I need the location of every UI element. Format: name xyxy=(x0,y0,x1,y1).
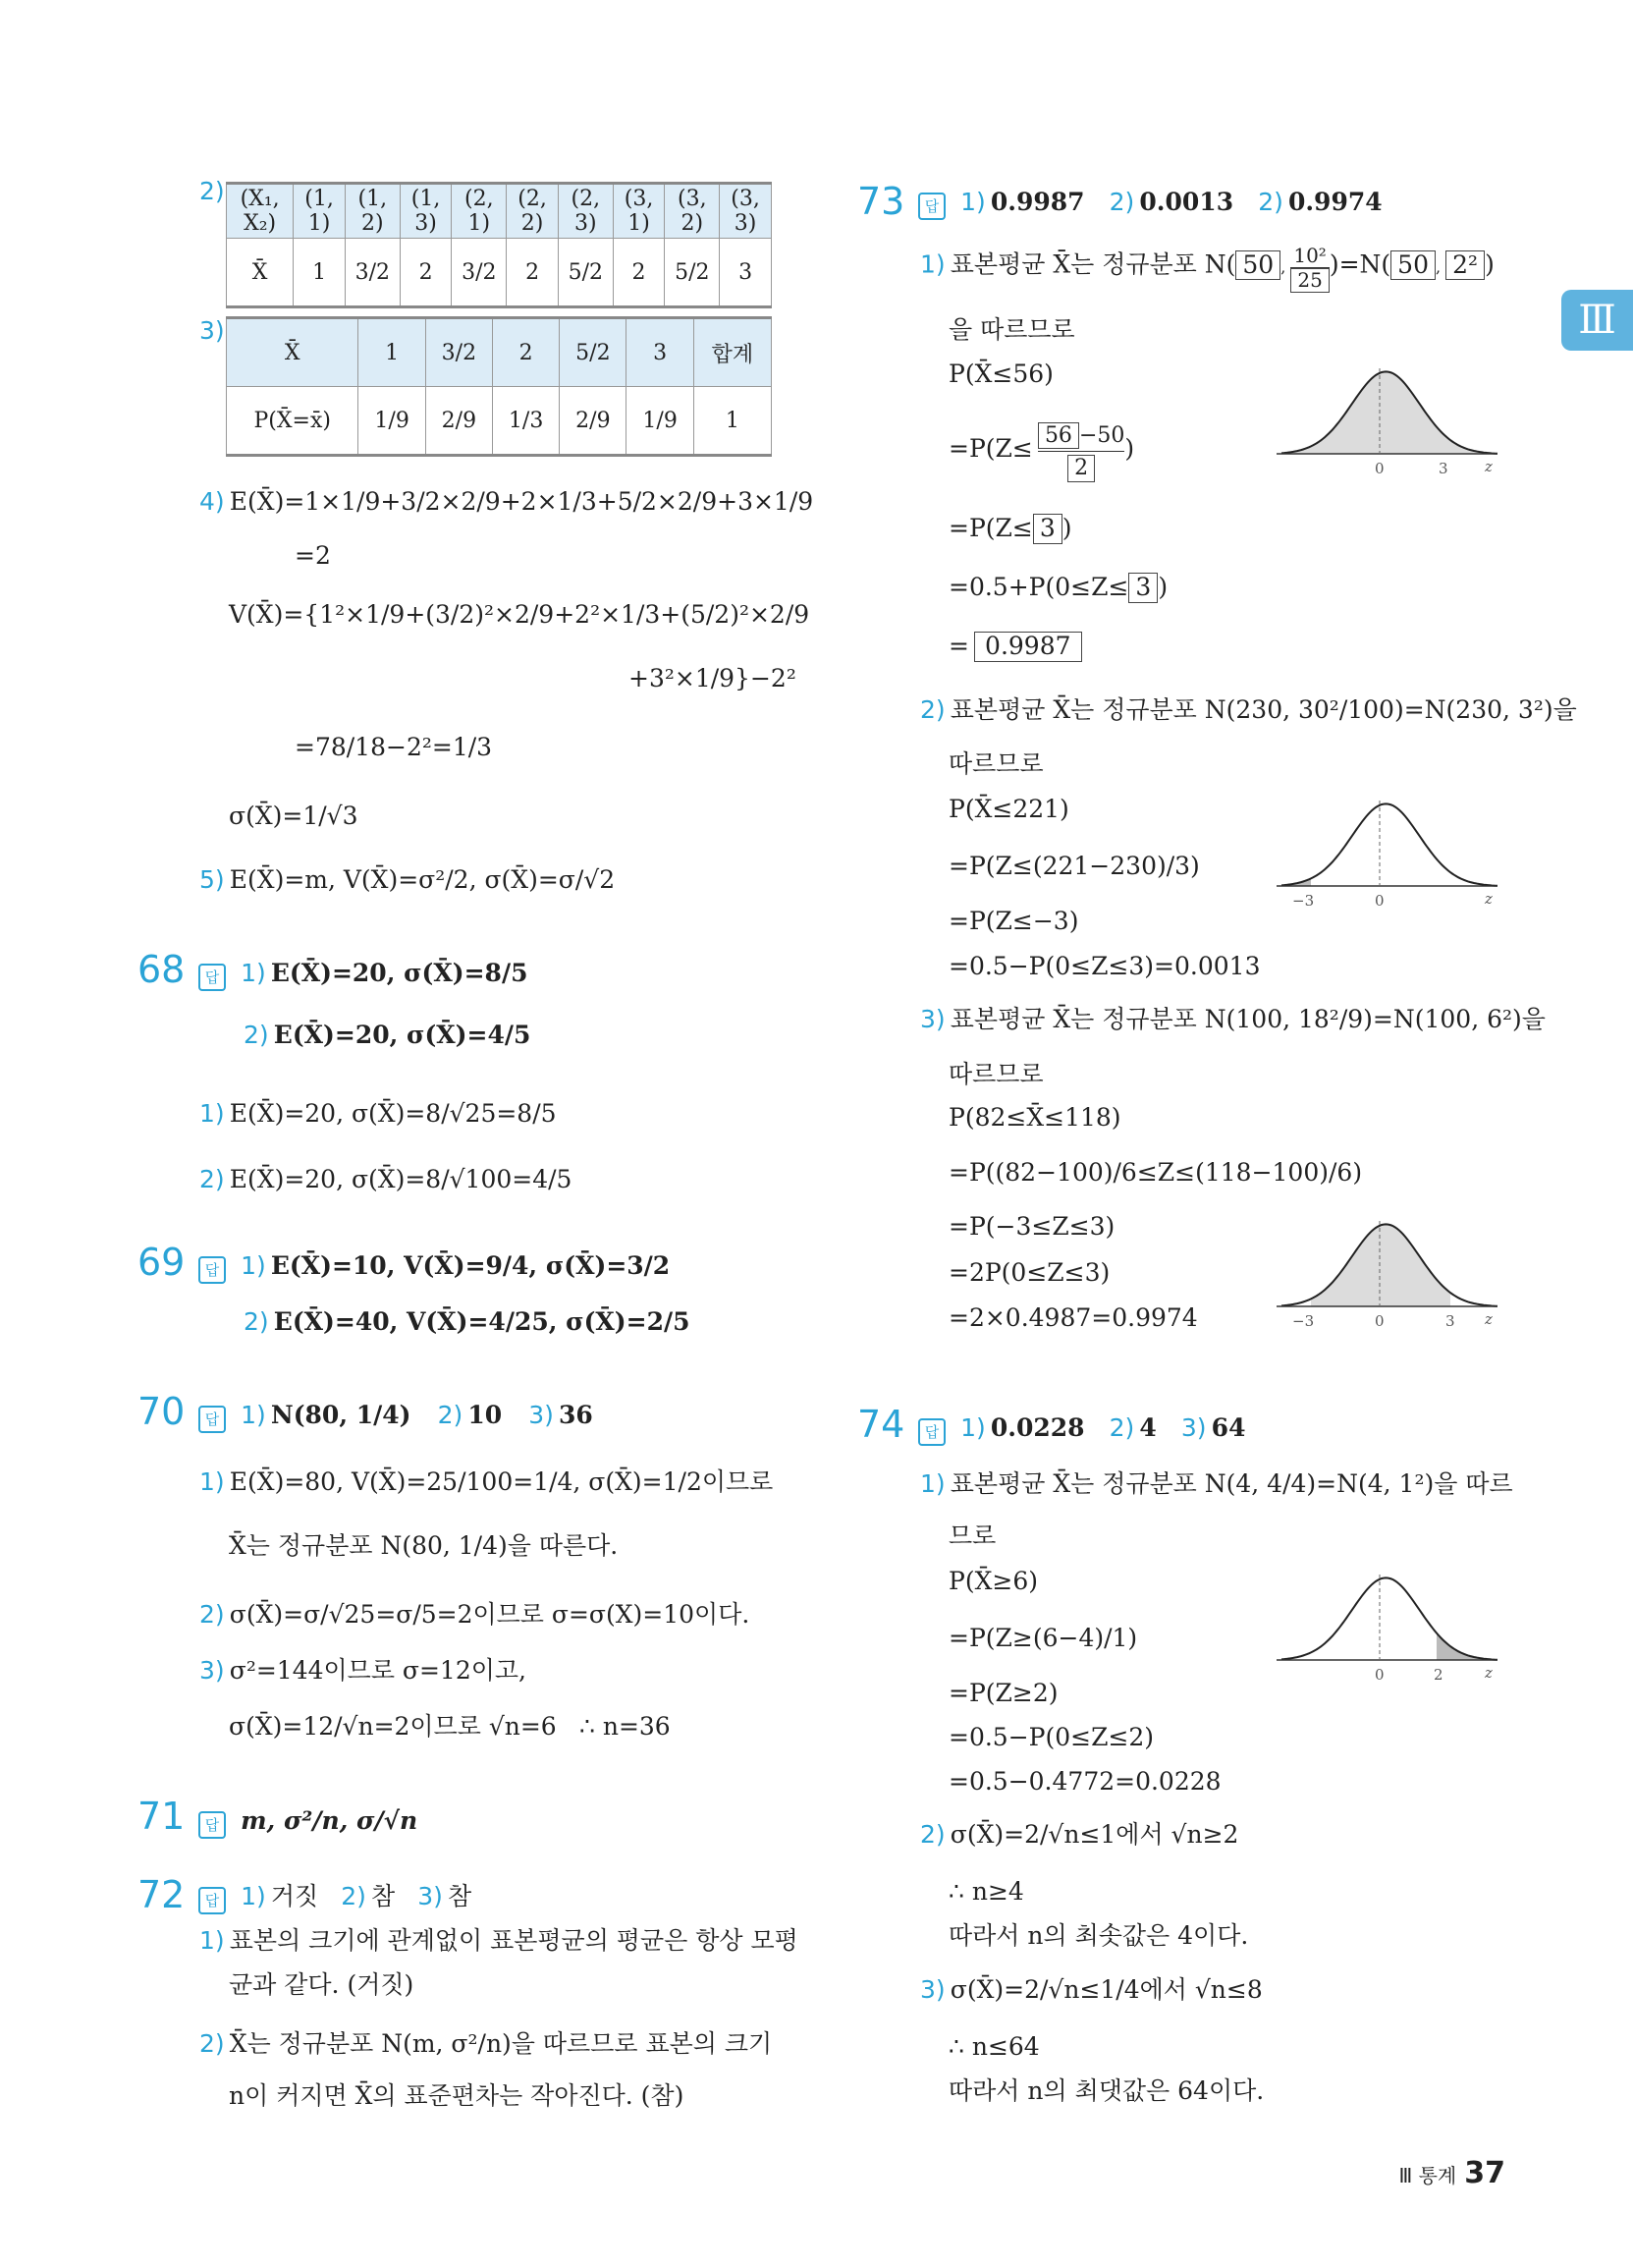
answer: 0.0013 xyxy=(1139,188,1234,216)
cell: (2, 3) xyxy=(558,184,613,239)
answer-line xyxy=(244,1020,530,1050)
text: ) xyxy=(1061,514,1072,542)
text: 므로 xyxy=(949,1521,997,1550)
equation: E(X̄)=m, V(X̄)=σ²/2, σ(X̄)=σ/√2 xyxy=(229,865,616,894)
question-number: 71 xyxy=(137,1795,186,1838)
text: 따르므로 xyxy=(949,1060,1044,1088)
text: = xyxy=(949,632,969,660)
axis-label: 2 xyxy=(1434,1666,1443,1684)
equation: =0.5−P(0≤Z≤2) xyxy=(949,1723,1155,1751)
label: 5) xyxy=(199,865,225,894)
label: 3) xyxy=(528,1401,554,1429)
cell: (2, 1) xyxy=(452,184,507,239)
label: 2) xyxy=(199,177,225,205)
footer-section: Ⅲ 통계 xyxy=(1398,2164,1457,2187)
equation: =P((82−100)/6≤Z≤(118−100)/6) xyxy=(949,1158,1363,1187)
equation: P(X̄≥6) xyxy=(949,1567,1038,1595)
normal-curve-1 xyxy=(1277,354,1502,481)
part-5 xyxy=(199,864,615,895)
normal-curve-2 xyxy=(1277,786,1502,913)
blank-box: 0.9987 xyxy=(974,632,1081,662)
axis-label: 0 xyxy=(1375,1312,1385,1330)
cell: 5/2 xyxy=(665,239,720,307)
blank-box: 2 xyxy=(1067,455,1095,481)
text: 을 따르므로 xyxy=(949,315,1075,344)
answer: 참 xyxy=(448,1882,472,1910)
label: 2) xyxy=(244,1307,269,1336)
equation: σ(X̄)=2/√n≤1/4에서 √n≤8 xyxy=(950,1975,1263,2004)
cell: (2, 2) xyxy=(507,184,559,239)
equation: E(X̄)=20, σ(X̄)=8/√25=8/5 xyxy=(229,1099,557,1128)
answer-icon: 답 xyxy=(198,1887,226,1914)
answer: 36 xyxy=(559,1401,593,1429)
cell: 합계 xyxy=(693,318,771,387)
label: 3) xyxy=(199,316,225,345)
cell: 3/2 xyxy=(425,318,492,387)
blank-box: 3 xyxy=(1033,514,1062,544)
equation xyxy=(949,631,1082,662)
cell: 3/2 xyxy=(345,239,400,307)
label: 2) xyxy=(341,1882,366,1910)
numerator: 10² xyxy=(1290,244,1329,268)
text: 따르므로 xyxy=(949,749,1044,778)
answer: 4 xyxy=(1139,1413,1157,1442)
answer: 참 xyxy=(371,1882,396,1910)
question-number: 74 xyxy=(857,1403,905,1446)
cell: (X₁, X₂) xyxy=(227,184,294,239)
equation: X̄는 정규분포 N(80, 1/4)을 따른다. xyxy=(229,1531,619,1560)
answer-icon: 답 xyxy=(198,964,226,991)
equation: =P(Z≤(221−230)/3) xyxy=(949,852,1200,880)
equation: =P(Z≤−3) xyxy=(949,907,1079,935)
cell: 1/9 xyxy=(626,387,693,456)
equation xyxy=(949,572,1168,603)
text: =P(Z≤ xyxy=(949,433,1033,463)
cell: (1, 3) xyxy=(400,184,452,239)
text: 표본평균 X̄는 정규분포 N(230, 30²/100)=N(230, 3²)을 xyxy=(950,695,1577,724)
label: 2) xyxy=(437,1401,463,1429)
text: =0.5+P(0≤Z≤ xyxy=(949,573,1129,601)
equation: E(X̄)=1×1/9+3/2×2/9+2×1/3+5/2×2/9+3×1/9 xyxy=(229,487,814,516)
probability-table xyxy=(226,316,772,457)
answer-icon: 답 xyxy=(918,193,946,220)
cell: 2 xyxy=(613,239,665,307)
text: 표본평균 X̄는 정규분포 N( xyxy=(950,249,1236,279)
question-number: 70 xyxy=(137,1390,186,1433)
solution-line xyxy=(920,1004,1546,1034)
blank-box: 50 xyxy=(1390,250,1436,281)
label: 3) xyxy=(920,1005,946,1033)
equation: =2 xyxy=(295,541,331,570)
label: 1) xyxy=(960,1413,986,1442)
text: ) xyxy=(1124,433,1135,463)
shaded-region xyxy=(1281,371,1497,454)
question-number: 69 xyxy=(137,1241,186,1284)
cell: 3/2 xyxy=(452,239,507,307)
axis-label: −3 xyxy=(1292,1312,1315,1330)
text: )=N( xyxy=(1329,249,1391,279)
answer-line xyxy=(198,958,527,991)
question-number: 68 xyxy=(137,948,186,991)
cell: (1, 1) xyxy=(294,184,346,239)
text: ) xyxy=(1158,573,1169,601)
label: 1) xyxy=(241,959,266,987)
equation: =78/18−2²=1/3 xyxy=(295,733,493,761)
answer: E(X̄)=10, V(X̄)=9/4, σ(X̄)=3/2 xyxy=(270,1251,671,1280)
label: 1) xyxy=(199,1099,225,1128)
text: ) xyxy=(1485,249,1495,279)
answer: 64 xyxy=(1211,1413,1246,1442)
label: 1) xyxy=(920,1469,946,1498)
text: =P(Z≤ xyxy=(949,514,1033,542)
solution-line xyxy=(920,694,1577,725)
fraction xyxy=(1290,244,1329,293)
text: X̄는 정규분포 N(m, σ²/n)을 따르므로 표본의 크기 xyxy=(229,2029,773,2058)
label: 2) xyxy=(920,695,946,724)
equation: σ(X̄)=σ/√25=σ/5=2이므로 σ=σ(X)=10이다. xyxy=(229,1600,750,1629)
solution-line xyxy=(199,1925,798,1956)
cell: 1/3 xyxy=(492,387,559,456)
label: 3) xyxy=(920,1975,946,2004)
answer: 0.9974 xyxy=(1287,188,1383,216)
equation: =P(Z≥(6−4)/1) xyxy=(949,1624,1138,1652)
solution-line xyxy=(199,1599,749,1630)
equation: P(X̄≤56) xyxy=(949,360,1054,388)
solution-line xyxy=(199,2028,772,2059)
page-footer xyxy=(1398,2156,1505,2190)
answer-line xyxy=(198,1250,670,1284)
answer: 0.0228 xyxy=(990,1413,1085,1442)
page-number: 37 xyxy=(1464,2156,1505,2190)
label: 4) xyxy=(199,487,225,516)
label: 1) xyxy=(199,1926,225,1955)
section-tab[interactable]: Ⅲ xyxy=(1561,290,1633,351)
answer: 0.9987 xyxy=(990,188,1085,216)
shaded-region xyxy=(1311,1224,1450,1306)
cell: 2 xyxy=(400,239,452,307)
label: 2) xyxy=(199,1165,225,1193)
cell: 2 xyxy=(507,239,559,307)
solution-line xyxy=(199,1098,557,1129)
curve-line xyxy=(1281,1577,1497,1659)
answer: E(X̄)=40, V(X̄)=4/25, σ(X̄)=2/5 xyxy=(273,1307,690,1336)
cell: 1/9 xyxy=(358,387,425,456)
blank-box: 50 xyxy=(1235,250,1280,281)
equation: ∴ n≤64 xyxy=(949,2032,1040,2061)
solution-line xyxy=(199,1655,526,1686)
numerator xyxy=(1038,422,1124,452)
axis-label: z xyxy=(1485,890,1493,908)
equation: E(X̄)=20, σ(X̄)=8/√100=4/5 xyxy=(229,1165,572,1193)
answer-line xyxy=(918,1412,1245,1446)
axis-label: 0 xyxy=(1375,1666,1385,1684)
axis-label: 0 xyxy=(1375,460,1385,477)
axis-label: z xyxy=(1485,458,1493,475)
answer-line xyxy=(198,1400,593,1433)
answer: m, σ²/n, σ/√n xyxy=(241,1806,418,1835)
solution-line xyxy=(920,1468,1513,1499)
normal-curve-3 xyxy=(1277,1206,1502,1334)
label: 2) xyxy=(199,2029,225,2058)
label: 2) xyxy=(1258,188,1283,216)
label: 1) xyxy=(199,1467,225,1496)
axis-label: z xyxy=(1485,1310,1493,1328)
blank-box: 25 xyxy=(1290,268,1329,293)
question-number: 72 xyxy=(137,1873,186,1916)
cell: 2/9 xyxy=(425,387,492,456)
cell: (3, 3) xyxy=(720,184,772,239)
answer: E(X̄)=20, σ(X̄)=8/5 xyxy=(270,959,528,987)
solution-line xyxy=(920,1819,1238,1850)
label: 3) xyxy=(1180,1413,1207,1442)
answer: N(80, 1/4) xyxy=(270,1401,411,1429)
blank-box: 2² xyxy=(1445,250,1485,281)
answer: 10 xyxy=(467,1401,503,1429)
equation xyxy=(949,513,1072,544)
equation: V(X̄)={1²×1/9+(3/2)²×2/9+2²×1/3+(5/2)²×2/9 xyxy=(229,600,810,629)
label: 2) xyxy=(1109,1413,1135,1442)
solution-line xyxy=(199,1466,773,1497)
cell: 1 xyxy=(294,239,346,307)
curve-line xyxy=(1281,803,1497,885)
label: 2) xyxy=(920,1820,946,1849)
text: 표본평균 X̄는 정규분포 N(4, 4/4)=N(4, 1²)을 따르 xyxy=(950,1469,1513,1498)
cell: (3, 1) xyxy=(613,184,665,239)
text: 따라서 n의 최솟값은 4이다. xyxy=(949,1921,1249,1950)
cell: (3, 2) xyxy=(665,184,720,239)
text: −50 xyxy=(1078,423,1125,448)
equation xyxy=(949,422,1134,482)
label: 1) xyxy=(241,1401,266,1429)
equation: =P(−3≤Z≤3) xyxy=(949,1212,1116,1241)
label: 2) xyxy=(244,1021,269,1049)
equation: σ²=144이므로 σ=12이고, xyxy=(229,1656,526,1685)
axis-label: z xyxy=(1485,1664,1493,1682)
equation: P(X̄≤221) xyxy=(949,795,1069,823)
cell: 2 xyxy=(492,318,559,387)
answer-icon: 답 xyxy=(198,1811,226,1839)
cell: 1 xyxy=(693,387,771,456)
label: 1) xyxy=(960,188,986,216)
text: 표본의 크기에 관계없이 표본평균의 평균은 항상 모평 xyxy=(229,1926,798,1955)
answer-line xyxy=(198,1881,471,1914)
answer-icon: 답 xyxy=(198,1256,226,1284)
axis-label: 3 xyxy=(1439,460,1448,477)
answer-line xyxy=(918,187,1383,220)
label: 3) xyxy=(199,1656,225,1685)
cell: 5/2 xyxy=(558,239,613,307)
solution-line xyxy=(199,1164,572,1194)
answer-line xyxy=(198,1805,417,1839)
answer-line xyxy=(244,1306,690,1337)
question-number: 73 xyxy=(857,180,905,223)
cell: X̄ xyxy=(227,239,294,307)
equation: =P(Z≥2) xyxy=(949,1679,1059,1707)
equation: ∴ n=36 xyxy=(579,1712,671,1741)
equation: =2×0.4987=0.9974 xyxy=(949,1303,1198,1332)
equation: σ(X̄)=12/√n=2이므로 √n=6 xyxy=(229,1712,557,1741)
axis-label: −3 xyxy=(1292,892,1315,910)
answer: E(X̄)=20, σ(X̄)=4/5 xyxy=(273,1021,531,1049)
equation: =0.5−P(0≤Z≤3)=0.0013 xyxy=(949,952,1261,980)
text: 표본평균 X̄는 정규분포 N(100, 18²/9)=N(100, 6²)을 xyxy=(950,1005,1546,1033)
label: 2) xyxy=(1109,188,1135,216)
cell: X̄ xyxy=(227,318,358,387)
cell: P(X̄=x̄) xyxy=(227,387,358,456)
cell: (1, 2) xyxy=(345,184,400,239)
cell: 1 xyxy=(358,318,425,387)
cell: 2/9 xyxy=(560,387,626,456)
equation: P(82≤X̄≤118) xyxy=(949,1103,1121,1132)
blank-box: 56 xyxy=(1038,422,1079,449)
equation: =0.5−0.4772=0.0228 xyxy=(949,1767,1222,1796)
label: 1) xyxy=(241,1251,266,1280)
text: 균과 같다. (거짓) xyxy=(229,1970,414,1999)
equation: +3²×1/9}−2² xyxy=(628,664,796,692)
sample-table xyxy=(226,182,772,308)
blank-box: 3 xyxy=(1128,573,1158,603)
text: n이 커지면 X̄의 표준편차는 작아진다. (참) xyxy=(229,2081,684,2110)
axis-label: 0 xyxy=(1375,892,1385,910)
equation: σ(X̄)=2/√n≤1에서 √n≥2 xyxy=(950,1820,1239,1849)
cell: 3 xyxy=(626,318,693,387)
label: 1) xyxy=(241,1882,266,1910)
equation: =2P(0≤Z≤3) xyxy=(949,1258,1111,1287)
fraction xyxy=(1038,422,1124,482)
axis-label: 3 xyxy=(1445,1312,1455,1330)
normal-curve-4 xyxy=(1277,1560,1502,1687)
label: 1) xyxy=(920,249,946,279)
equation: ∴ n≥4 xyxy=(949,1877,1024,1906)
answer-icon: 답 xyxy=(918,1418,946,1446)
part-4 xyxy=(199,486,813,517)
cell: 5/2 xyxy=(560,318,626,387)
label: 2) xyxy=(199,1600,225,1629)
answer: 거짓 xyxy=(270,1882,319,1910)
solution-line xyxy=(920,1974,1263,2005)
equation: σ(X̄)=1/√3 xyxy=(229,802,358,830)
label: 3) xyxy=(417,1882,443,1910)
solution-line: 1) 표본평균 X̄는 정규분포 N( 50 , $\frac{\text{10²}}{25})=N$( 50 , 2² ) xyxy=(920,244,1495,292)
answer-icon: 답 xyxy=(198,1406,226,1433)
cell: 3 xyxy=(720,239,772,307)
text: 따라서 n의 최댓값은 64이다. xyxy=(949,2076,1265,2105)
equation: E(X̄)=80, V(X̄)=25/100=1/4, σ(X̄)=1/2이므로 xyxy=(229,1467,774,1496)
